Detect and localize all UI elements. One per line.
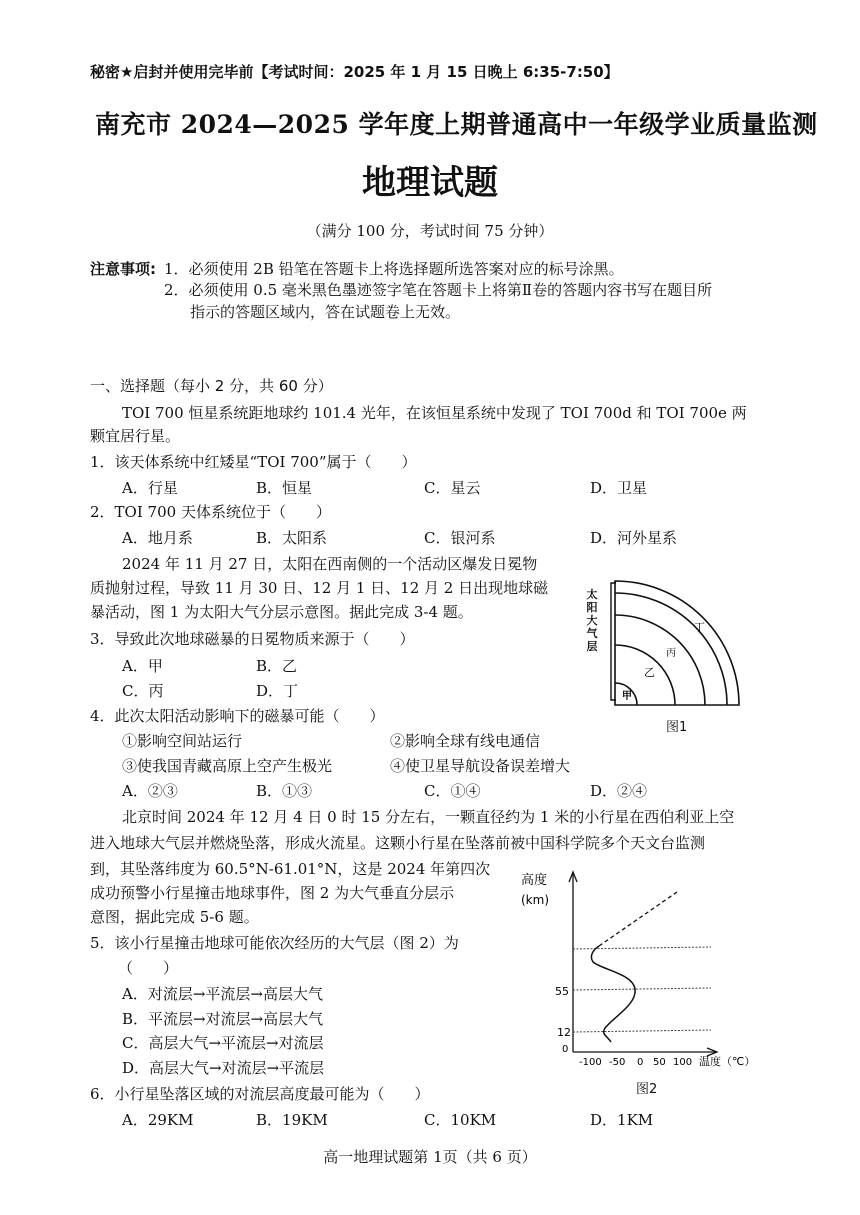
q5-option-c: C．高层大气→平流层→对流层 — [122, 1034, 324, 1052]
figure-1-caption: 图1 — [666, 720, 688, 735]
passage3-line-3: 到，其坠落纬度为 60.5°N-61.01°N，这是 2024 年第四次 — [90, 860, 491, 878]
q3-option-b: B．乙 — [256, 657, 298, 675]
figure-1-side-char: 层 — [586, 640, 598, 653]
q1-option-b: B．恒星 — [256, 479, 313, 497]
q5-paren: （ ） — [118, 959, 179, 977]
q5-stem: 5．该小行星撞击地球可能依次经历的大气层（图 2）为 — [90, 934, 459, 952]
q3-stem: 3．导致此次地球磁暴的日冕物质来源于（ ） — [90, 630, 415, 648]
q4-option-a: A．②③ — [122, 782, 178, 800]
notes-label: 注意事项: — [90, 260, 156, 278]
q2-option-c: C．银河系 — [424, 529, 496, 547]
subject-title: 地理试题 — [362, 163, 498, 203]
figure-1-ring-ding — [615, 581, 739, 705]
intro-line-1: TOI 700 恒星系统距地球约 101.4 光年，在该恒星系统中发现了 TOI 700d 和 TOI 700e 两 — [122, 404, 747, 422]
exam-meta: （满分 100 分，考试时间 75 分钟） — [306, 222, 554, 240]
figure-1-side-char: 太 — [586, 588, 598, 601]
q3-option-a: A．甲 — [122, 657, 163, 675]
q2-option-d: D．河外星系 — [590, 529, 678, 547]
figure-2-ytick-0: 0 — [562, 1044, 569, 1055]
q4-option-d: D．②④ — [590, 782, 648, 800]
q3-option-d: D．丁 — [256, 682, 299, 700]
q4-statement-1: ①影响空间站运行 — [122, 732, 243, 750]
figure-2-xtick: -100 — [579, 1057, 602, 1068]
figure-2-ytick-55: 55 — [555, 985, 569, 998]
figure-2-boundary-top — [573, 947, 711, 949]
figure-2-xtick: 50 — [653, 1057, 666, 1068]
figure-2-xtick: 100 — [673, 1057, 693, 1068]
passage3-line-1: 北京时间 2024 年 12 月 4 日 0 时 15 分左右，一颗直径约为 1 米的小行星在西伯利亚上空 — [122, 808, 735, 826]
q6-option-d: D．1KM — [590, 1111, 654, 1129]
q5-option-b: B．平流层→对流层→高层大气 — [122, 1010, 324, 1028]
secret-line: 秘密★启封并使用完毕前【考试时间：2025 年 1 月 15 日晚上 6:35-7:50】 — [90, 63, 619, 81]
section-title: 一、选择题（每小 2 分，共 60 分） — [90, 377, 333, 395]
notes-item-2: 2．必须使用 0.5 毫米黑色墨迹签字笔在答题卡上将第Ⅱ卷的答题内容书写在题目所 — [164, 281, 713, 299]
q6-option-a: A．29KM — [122, 1111, 194, 1129]
q5-option-a: A．对流层→平流层→高层大气 — [122, 985, 323, 1003]
figure-2-atmosphere-profile — [515, 866, 765, 1081]
figure-1-label-yi: 乙 — [644, 666, 655, 679]
exam-title: 南充市 2024—2025 学年度上期普通高中一年级学业质量监测 — [95, 110, 818, 139]
q5-option-d: D．高层大气→对流层→平流层 — [122, 1059, 325, 1077]
notes-item-2-cont: 指示的答题区域内，答在试题卷上无效。 — [190, 303, 461, 321]
q4-statement-3: ③使我国青藏高原上空产生极光 — [122, 757, 333, 775]
q6-option-c: C．10KM — [424, 1111, 497, 1129]
q1-option-c: C．星云 — [424, 479, 481, 497]
figure-2-caption: 图2 — [636, 1082, 658, 1097]
figure-1-label-bing: 丙 — [666, 648, 676, 659]
q6-stem: 6．小行星坠落区域的对流层高度最可能为（ ） — [90, 1085, 430, 1103]
q3-option-c: C．丙 — [122, 682, 164, 700]
passage2-line-2: 质抛射过程，导致 11 月 30 日、12 月 1 日、12 月 2 日出现地球磁 — [90, 579, 549, 597]
intro-line-2: 颗宜居行星。 — [90, 427, 181, 445]
figure-1-label-ding: 丁 — [694, 621, 705, 634]
figure-2-temperature-curve — [591, 946, 635, 1042]
figure-2-boundary-55 — [573, 988, 711, 990]
q6-option-b: B．19KM — [256, 1111, 328, 1129]
q4-statement-2: ②影响全球有线电通信 — [390, 732, 541, 750]
figure-1-side-char: 气 — [586, 627, 598, 640]
figure-2-ylabel-unit: (km) — [521, 893, 550, 907]
figure-2-boundary-12 — [573, 1030, 711, 1032]
figure-2-temperature-dashed — [599, 892, 677, 946]
figure-2-xlabel: 温度（℃） — [699, 1055, 756, 1068]
notes-item-1: 1．必须使用 2B 铅笔在答题卡上将选择题所选答案对应的标号涂黑。 — [164, 260, 624, 278]
q2-stem: 2．TOI 700 天体系统位于（ ） — [90, 503, 331, 521]
figure-2-ytick-12: 12 — [557, 1026, 571, 1039]
passage2-line-1: 2024 年 11 月 27 日，太阳在西南侧的一个活动区爆发日冕物 — [122, 555, 538, 573]
q4-option-b: B．①③ — [256, 782, 313, 800]
q4-stem: 4．此次太阳活动影响下的磁暴可能（ ） — [90, 707, 385, 725]
figure-2-xtick: -50 — [609, 1057, 626, 1068]
figure-1-solar-atmosphere — [580, 575, 780, 735]
figure-2-xtick: 0 — [637, 1057, 644, 1068]
passage3-line-4: 成功预警小行星撞击地球事件，图 2 为大气垂直分层示 — [90, 884, 455, 902]
q2-option-a: A．地月系 — [122, 529, 193, 547]
q1-stem: 1．该天体系统中红矮星“TOI 700”属于（ ） — [90, 453, 417, 471]
figure-1-side-label — [584, 588, 600, 653]
page-footer: 高一地理试题第 1页（共 6 页） — [323, 1148, 537, 1166]
figure-1-side-char: 大 — [586, 614, 598, 627]
figure-1-side-char: 阳 — [586, 601, 598, 614]
q1-option-d: D．卫星 — [590, 479, 648, 497]
figure-1-label-jia: 甲 — [622, 691, 632, 702]
q2-option-b: B．太阳系 — [256, 529, 328, 547]
passage2-line-3: 暴活动，图 1 为太阳大气分层示意图。据此完成 3-4 题。 — [90, 603, 473, 621]
q4-option-c: C．①④ — [424, 782, 481, 800]
q4-statement-4: ④使卫星导航设备误差增大 — [390, 757, 571, 775]
figure-2-ylabel: 高度 — [521, 873, 548, 888]
passage3-line-5: 意图，据此完成 5-6 题。 — [90, 908, 259, 926]
q1-option-a: A．行星 — [122, 479, 178, 497]
passage3-line-2: 进入地球大气层并燃烧坠落，形成火流星。这颗小行星在坠落前被中国科学院多个天文台监测 — [90, 834, 706, 852]
